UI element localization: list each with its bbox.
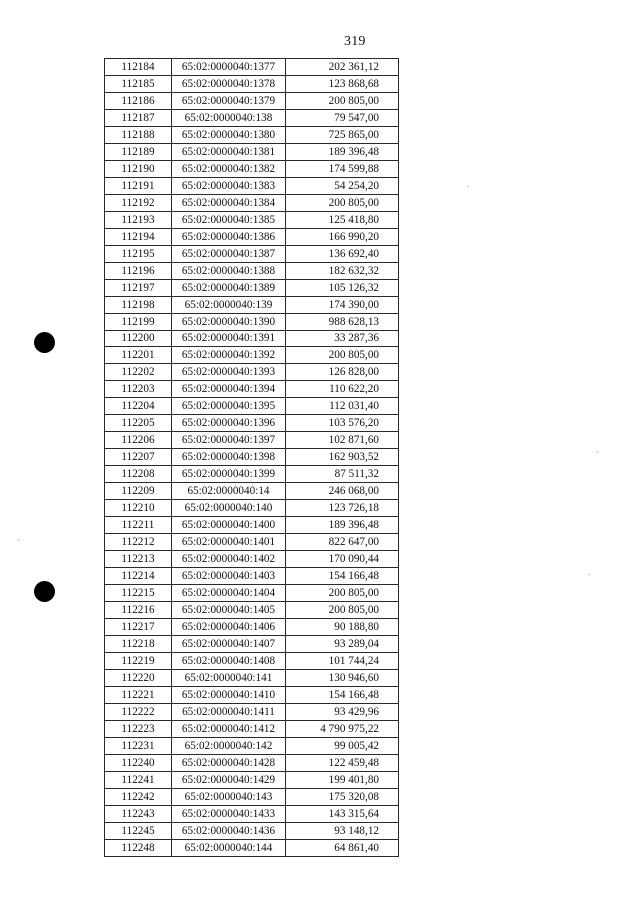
cadastral-value-cell: 199 401,80 — [286, 771, 399, 788]
cadastral-number-cell: 65:02:0000040:1387 — [172, 245, 286, 262]
cadastral-number-cell: 65:02:0000040:138 — [172, 109, 286, 126]
cadastral-value-cell: 154 166,48 — [286, 686, 399, 703]
cadastral-number-cell: 65:02:0000040:1388 — [172, 262, 286, 279]
table-row — [105, 398, 399, 415]
cadastral-number-cell: 65:02:0000040:141 — [172, 669, 286, 686]
row-id-cell: 112222 — [105, 703, 172, 720]
table-row — [105, 109, 399, 126]
row-id-cell: 112203 — [105, 381, 172, 398]
table-row — [105, 449, 399, 466]
cadastral-number-cell: 65:02:0000040:142 — [172, 737, 286, 754]
row-id-cell: 112209 — [105, 483, 172, 500]
cadastral-number-cell: 65:02:0000040:1380 — [172, 126, 286, 143]
row-id-cell: 112210 — [105, 500, 172, 517]
table-row — [105, 635, 399, 652]
row-id-cell: 112219 — [105, 652, 172, 669]
cadastral-number-cell: 65:02:0000040:1402 — [172, 551, 286, 568]
row-id-cell: 112216 — [105, 602, 172, 619]
cadastral-number-cell: 65:02:0000040:1399 — [172, 466, 286, 483]
cadastral-value-cell: 93 429,96 — [286, 703, 399, 720]
cadastral-value-cell: 166 990,20 — [286, 228, 399, 245]
row-id-cell: 112190 — [105, 160, 172, 177]
row-id-cell: 112193 — [105, 211, 172, 228]
row-id-cell: 112211 — [105, 517, 172, 534]
cadastral-value-cell: 123 868,68 — [286, 75, 399, 92]
cadastral-number-cell: 65:02:0000040:1394 — [172, 381, 286, 398]
row-id-cell: 112207 — [105, 449, 172, 466]
cadastral-number-cell: 65:02:0000040:1383 — [172, 177, 286, 194]
cadastral-value-cell: 174 599,88 — [286, 160, 399, 177]
row-id-cell: 112186 — [105, 92, 172, 109]
cadastral-value-cell: 189 396,48 — [286, 143, 399, 160]
table-row — [105, 75, 399, 92]
table-row — [105, 92, 399, 109]
cadastral-value-cell: 200 805,00 — [286, 347, 399, 364]
cadastral-number-cell: 65:02:0000040:1378 — [172, 75, 286, 92]
table-row — [105, 126, 399, 143]
table-row — [105, 194, 399, 211]
cadastral-value-cell: 202 361,12 — [286, 59, 399, 76]
table-row — [105, 652, 399, 669]
row-id-cell: 112185 — [105, 75, 172, 92]
cadastral-value-cell: 93 289,04 — [286, 635, 399, 652]
row-id-cell: 112243 — [105, 805, 172, 822]
row-id-cell: 112212 — [105, 534, 172, 551]
cadastral-number-cell: 65:02:0000040:1428 — [172, 754, 286, 771]
cadastral-number-cell: 65:02:0000040:1400 — [172, 517, 286, 534]
table-row — [105, 483, 399, 500]
cadastral-number-cell: 65:02:0000040:1385 — [172, 211, 286, 228]
cadastral-number-cell: 65:02:0000040:1406 — [172, 618, 286, 635]
row-id-cell: 112189 — [105, 143, 172, 160]
row-id-cell: 112184 — [105, 59, 172, 76]
cadastral-number-cell: 65:02:0000040:1436 — [172, 822, 286, 839]
table-row — [105, 347, 399, 364]
table-row — [105, 279, 399, 296]
row-id-cell: 112199 — [105, 313, 172, 330]
table-row — [105, 568, 399, 585]
cadastral-value-cell: 125 418,80 — [286, 211, 399, 228]
punch-hole — [34, 332, 55, 353]
punch-hole — [34, 581, 55, 602]
page-number: 319 — [344, 34, 366, 49]
cadastral-value-cell: 175 320,08 — [286, 788, 399, 805]
row-id-cell: 112192 — [105, 194, 172, 211]
cadastral-value-cell: 182 632,32 — [286, 262, 399, 279]
row-id-cell: 112194 — [105, 228, 172, 245]
cadastral-number-cell: 65:02:0000040:1390 — [172, 313, 286, 330]
table-row — [105, 432, 399, 449]
table-row — [105, 805, 399, 822]
cadastral-number-cell: 65:02:0000040:1401 — [172, 534, 286, 551]
cadastral-value-cell: 79 547,00 — [286, 109, 399, 126]
table-row — [105, 415, 399, 432]
table-row — [105, 211, 399, 228]
cadastral-value-cell: 200 805,00 — [286, 194, 399, 211]
cadastral-value-cell: 200 805,00 — [286, 602, 399, 619]
row-id-cell: 112245 — [105, 822, 172, 839]
row-id-cell: 112248 — [105, 839, 172, 856]
table-row — [105, 602, 399, 619]
cadastral-value-cell: 200 805,00 — [286, 92, 399, 109]
table-row — [105, 381, 399, 398]
cadastral-number-cell: 65:02:0000040:1391 — [172, 330, 286, 347]
cadastral-number-cell: 65:02:0000040:1381 — [172, 143, 286, 160]
cadastral-number-cell: 65:02:0000040:1404 — [172, 585, 286, 602]
cadastral-number-cell: 65:02:0000040:1412 — [172, 720, 286, 737]
cadastral-number-cell: 65:02:0000040:1398 — [172, 449, 286, 466]
cadastral-value-cell: 988 628,13 — [286, 313, 399, 330]
cadastral-number-cell: 65:02:0000040:1410 — [172, 686, 286, 703]
row-id-cell: 112221 — [105, 686, 172, 703]
cadastral-number-cell: 65:02:0000040:1403 — [172, 568, 286, 585]
table-row — [105, 245, 399, 262]
row-id-cell: 112196 — [105, 262, 172, 279]
cadastral-value-cell: 162 903,52 — [286, 449, 399, 466]
cadastral-value-cell: 246 068,00 — [286, 483, 399, 500]
table-row — [105, 618, 399, 635]
cadastral-value-cell: 105 126,32 — [286, 279, 399, 296]
cadastral-value-cell: 154 166,48 — [286, 568, 399, 585]
table-row — [105, 585, 399, 602]
table-row — [105, 737, 399, 754]
row-id-cell: 112204 — [105, 398, 172, 415]
cadastral-number-cell: 65:02:0000040:1379 — [172, 92, 286, 109]
cadastral-number-cell: 65:02:0000040:1433 — [172, 805, 286, 822]
table-row — [105, 177, 399, 194]
cadastral-number-cell: 65:02:0000040:1392 — [172, 347, 286, 364]
row-id-cell: 112201 — [105, 347, 172, 364]
cadastral-value-cell: 143 315,64 — [286, 805, 399, 822]
cadastral-number-cell: 65:02:0000040:1389 — [172, 279, 286, 296]
cadastral-number-cell: 65:02:0000040:1393 — [172, 364, 286, 381]
cadastral-value-cell: 103 576,20 — [286, 415, 399, 432]
scan-speck — [468, 186, 469, 187]
table-row — [105, 228, 399, 245]
cadastral-number-cell: 65:02:0000040:1382 — [172, 160, 286, 177]
table-row — [105, 313, 399, 330]
table-row — [105, 754, 399, 771]
cadastral-number-cell: 65:02:0000040:1407 — [172, 635, 286, 652]
cadastral-number-cell: 65:02:0000040:144 — [172, 839, 286, 856]
cadastral-number-cell: 65:02:0000040:1405 — [172, 602, 286, 619]
row-id-cell: 112206 — [105, 432, 172, 449]
row-id-cell: 112202 — [105, 364, 172, 381]
table-row — [105, 669, 399, 686]
cadastral-number-cell: 65:02:0000040:139 — [172, 296, 286, 313]
row-id-cell: 112214 — [105, 568, 172, 585]
table-row — [105, 59, 399, 76]
row-id-cell: 112213 — [105, 551, 172, 568]
table-row — [105, 330, 399, 347]
table-row — [105, 364, 399, 381]
table-row — [105, 160, 399, 177]
table-row — [105, 839, 399, 856]
row-id-cell: 112188 — [105, 126, 172, 143]
cadastral-value-cell: 112 031,40 — [286, 398, 399, 415]
table-row — [105, 143, 399, 160]
cadastral-value-cell: 99 005,42 — [286, 737, 399, 754]
scan-speck — [597, 452, 598, 453]
table-row — [105, 703, 399, 720]
table-row — [105, 296, 399, 313]
row-id-cell: 112198 — [105, 296, 172, 313]
scan-speck — [18, 540, 19, 541]
cadastral-number-cell: 65:02:0000040:1429 — [172, 771, 286, 788]
cadastral-value-cell: 170 090,44 — [286, 551, 399, 568]
row-id-cell: 112195 — [105, 245, 172, 262]
row-id-cell: 112220 — [105, 669, 172, 686]
row-id-cell: 112187 — [105, 109, 172, 126]
row-id-cell: 112218 — [105, 635, 172, 652]
cadastral-value-cell: 174 390,00 — [286, 296, 399, 313]
cadastral-number-cell: 65:02:0000040:1386 — [172, 228, 286, 245]
cadastral-value-cell: 93 148,12 — [286, 822, 399, 839]
row-id-cell: 112208 — [105, 466, 172, 483]
cadastral-value-cell: 33 287,36 — [286, 330, 399, 347]
cadastral-value-cell: 102 871,60 — [286, 432, 399, 449]
row-id-cell: 112223 — [105, 720, 172, 737]
table-row — [105, 686, 399, 703]
cadastral-number-cell: 65:02:0000040:1377 — [172, 59, 286, 76]
cadastral-value-cell: 110 622,20 — [286, 381, 399, 398]
cadastral-number-cell: 65:02:0000040:1395 — [172, 398, 286, 415]
table-row — [105, 534, 399, 551]
scan-speck — [589, 574, 590, 575]
cadastral-value-cell: 87 511,32 — [286, 466, 399, 483]
cadastral-value-cell: 122 459,48 — [286, 754, 399, 771]
cadastral-value-cell: 4 790 975,22 — [286, 720, 399, 737]
cadastral-value-cell: 200 805,00 — [286, 585, 399, 602]
cadastral-value-cell: 725 865,00 — [286, 126, 399, 143]
row-id-cell: 112240 — [105, 754, 172, 771]
row-id-cell: 112231 — [105, 737, 172, 754]
row-id-cell: 112191 — [105, 177, 172, 194]
table-body — [105, 59, 399, 857]
table-row — [105, 500, 399, 517]
row-id-cell: 112242 — [105, 788, 172, 805]
cadastral-value-cell: 101 744,24 — [286, 652, 399, 669]
row-id-cell: 112215 — [105, 585, 172, 602]
cadastral-value-cell: 54 254,20 — [286, 177, 399, 194]
cadastral-value-table — [104, 58, 399, 857]
row-id-cell: 112241 — [105, 771, 172, 788]
cadastral-value-cell: 130 946,60 — [286, 669, 399, 686]
table-row — [105, 771, 399, 788]
table-row — [105, 788, 399, 805]
cadastral-value-cell: 123 726,18 — [286, 500, 399, 517]
cadastral-value-cell: 136 692,40 — [286, 245, 399, 262]
row-id-cell: 112197 — [105, 279, 172, 296]
cadastral-number-cell: 65:02:0000040:143 — [172, 788, 286, 805]
cadastral-number-cell: 65:02:0000040:1408 — [172, 652, 286, 669]
table-row — [105, 822, 399, 839]
cadastral-value-cell: 189 396,48 — [286, 517, 399, 534]
row-id-cell: 112200 — [105, 330, 172, 347]
cadastral-number-cell: 65:02:0000040:1397 — [172, 432, 286, 449]
table-row — [105, 262, 399, 279]
cadastral-value-cell: 822 647,00 — [286, 534, 399, 551]
table-row — [105, 551, 399, 568]
row-id-cell: 112205 — [105, 415, 172, 432]
cadastral-number-cell: 65:02:0000040:14 — [172, 483, 286, 500]
cadastral-number-cell: 65:02:0000040:1411 — [172, 703, 286, 720]
cadastral-value-cell: 64 861,40 — [286, 839, 399, 856]
cadastral-value-cell: 126 828,00 — [286, 364, 399, 381]
cadastral-number-cell: 65:02:0000040:140 — [172, 500, 286, 517]
row-id-cell: 112217 — [105, 618, 172, 635]
cadastral-number-cell: 65:02:0000040:1384 — [172, 194, 286, 211]
table-row — [105, 720, 399, 737]
cadastral-number-cell: 65:02:0000040:1396 — [172, 415, 286, 432]
cadastral-value-cell: 90 188,80 — [286, 618, 399, 635]
table-row — [105, 466, 399, 483]
table-row — [105, 517, 399, 534]
